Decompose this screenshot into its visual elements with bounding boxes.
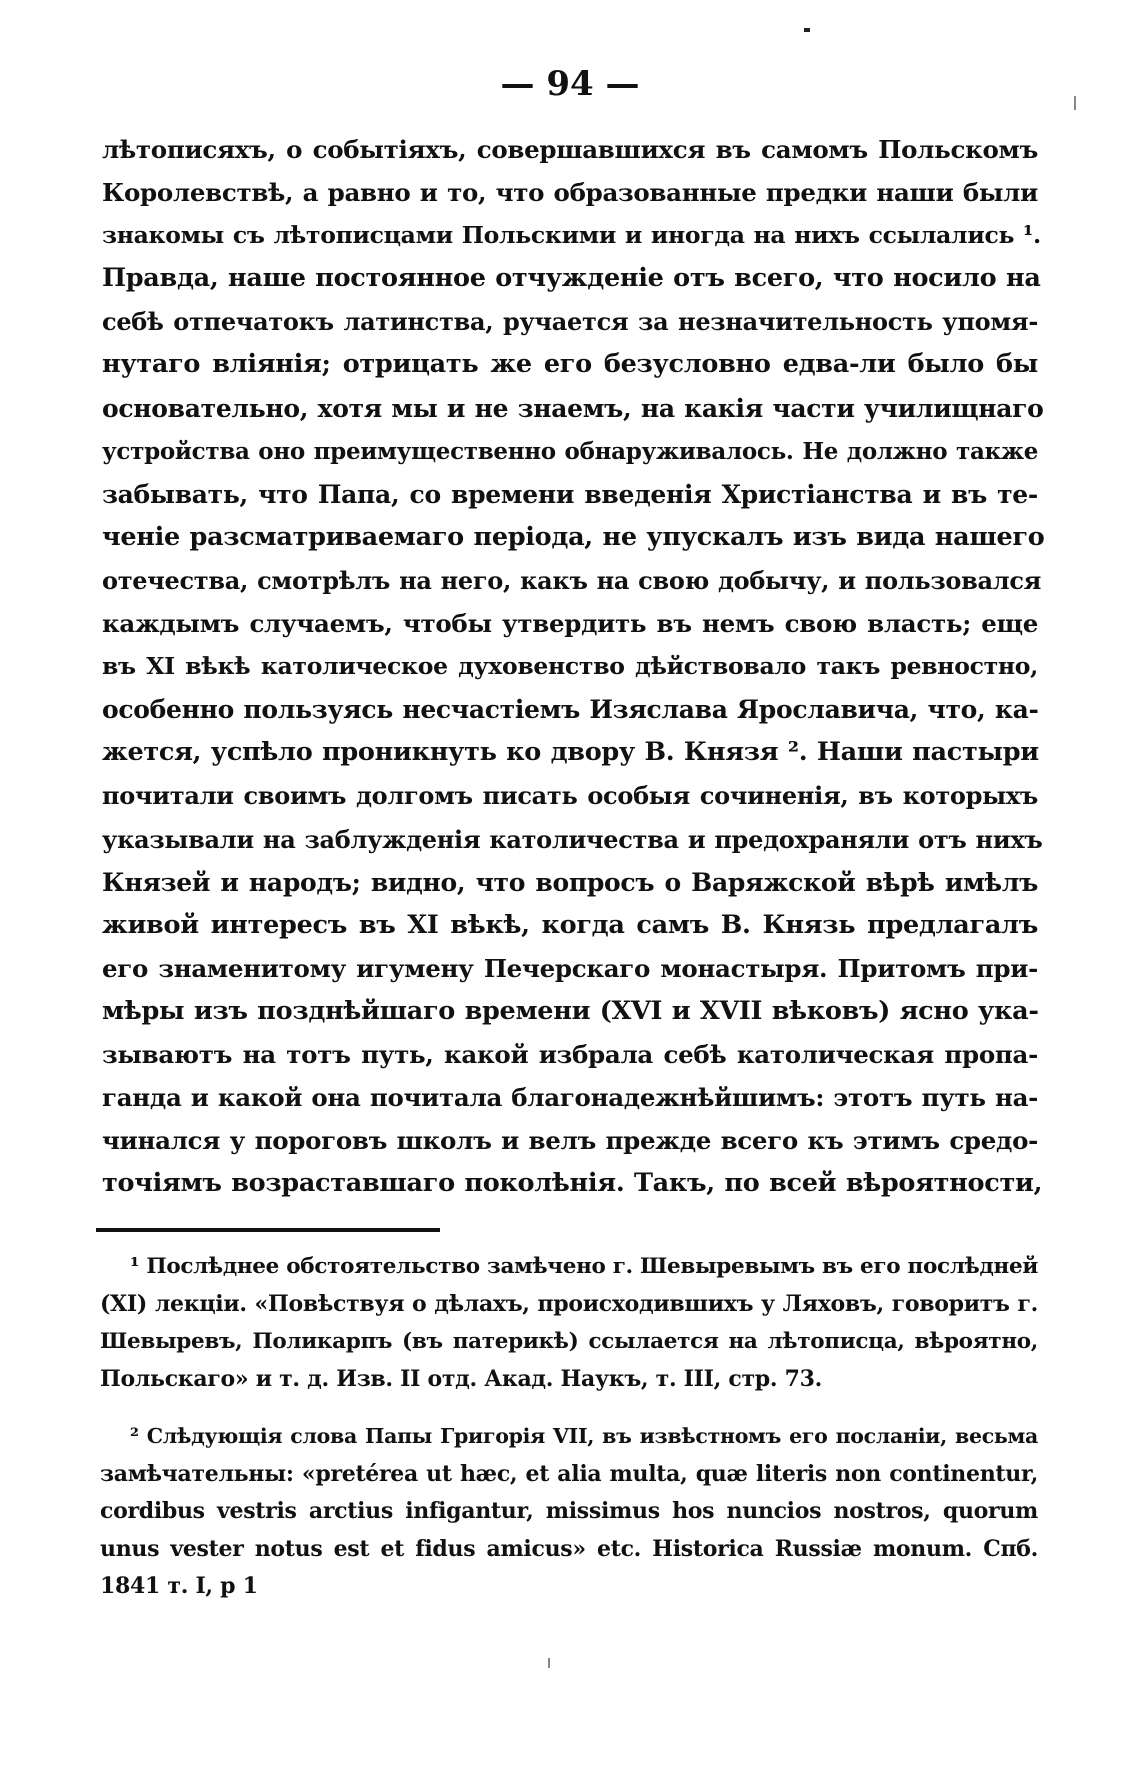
- body-line: Князей и народъ; видно, что вопросъ о Варяжской вѣрѣ имѣлъ: [102, 867, 1038, 897]
- body-line: почитали своимъ долгомъ писать особыя сочиненія, въ которыхъ: [102, 781, 1038, 811]
- body-line: забывать, что Папа, со времени введенія Христіанства и въ те-: [102, 479, 1038, 509]
- footnotes: [100, 1248, 1038, 1606]
- footnote-1: [100, 1248, 1038, 1398]
- body-line: мѣры изъ позднѣйшаго времени (XVI и XVII вѣковъ) ясно ука-: [102, 995, 1039, 1026]
- body-line: живой интересъ въ XI вѣкѣ, когда самъ В. Князь предлагалъ: [102, 909, 1038, 940]
- body-line: основательно, хотя мы и не знаемъ, на какія части училищнаго: [102, 393, 1044, 423]
- footnote-separator: [96, 1228, 440, 1232]
- body-text: [102, 128, 1045, 1205]
- page-number: — 94 —: [500, 64, 640, 104]
- body-line: жется, успѣло проникнуть ко двору В. Князя ². Наши пастыри: [102, 737, 1039, 768]
- footnote-2: [100, 1418, 1038, 1606]
- body-line: отечества, смотрѣлъ на него, какъ на свою добычу, и пользовался: [102, 565, 1042, 595]
- body-line: устройства оно преимущественно обнаруживалось. Не должно также: [102, 437, 1039, 465]
- body-line: Королевствѣ, а равно и то, что образованные предки наши были: [102, 178, 1038, 208]
- body-line: ганда и какой она почитала благонадежнѣйшимъ: этотъ путь на-: [102, 1083, 1039, 1113]
- footnote-line: ² Слѣдующія слова Папы Григорія VII, въ извѣстномъ его посланіи, весьма: [130, 1424, 1038, 1448]
- body-line: его знаменитому игумену Печерскаго монастыря. Притомъ при-: [102, 953, 1038, 983]
- footnote-line: замѣчательны: «pretérea ut hæc, et alia multa, quæ literis non continentur,: [100, 1460, 1038, 1487]
- footnote-line: cordibus vestris arctius infigantur, missimus hos nuncios nostros, quorum: [100, 1498, 1038, 1524]
- body-line: лѣтописяхъ, о событіяхъ, совершавшихся въ самомъ Польскомъ: [102, 135, 1038, 164]
- footnote-line: unus vester notus est et fidus amicus» etc. Historica Russiæ monum. Спб.: [100, 1535, 1038, 1562]
- body-line: точіямъ возраставшаго поколѣнія. Такъ, по всей вѣроятности,: [102, 1168, 1043, 1199]
- body-line: каждымъ случаемъ, чтобы утвердить въ немъ свою власть; еще: [102, 609, 1038, 639]
- footnote-line: Польскаго» и т. д. Изв. II отд. Акад. Наукъ, т. III, стр. 73.: [100, 1365, 822, 1392]
- footnote-line: (XI) лекціи. «Повѣствуя о дѣлахъ, происходившихъ у Ляховъ, говоритъ г.: [100, 1290, 1038, 1317]
- body-line: себѣ отпечатокъ латинства, ручается за незначительность упомя-: [102, 307, 1038, 337]
- body-line: въ XI вѣкѣ католическое духовенство дѣйствовало такъ ревностно,: [102, 652, 1038, 681]
- print-speck: [804, 28, 810, 32]
- body-line: нутаго вліянія; отрицать же его безусловно едва-ли было бы: [102, 349, 1038, 380]
- footnote-line: ¹ Послѣднее обстоятельство замѣчено г. Шевыревымъ въ его послѣдней: [130, 1254, 1038, 1279]
- body-line: указывали на заблужденія католичества и предохраняли отъ нихъ: [102, 824, 1043, 854]
- body-line: ченіе разсматриваемаго періода, не упускалъ изъ вида нашего: [102, 521, 1045, 552]
- body-line: Правда, наше постоянное отчужденіе отъ всего, что носило на: [102, 263, 1041, 294]
- body-line: зываютъ на тотъ путь, какой избрала себѣ католическая пропа-: [102, 1039, 1038, 1069]
- print-speck: [548, 1658, 550, 1668]
- body-line: знакомы съ лѣтописцами Польскими и иногда на нихъ ссылались ¹.: [102, 221, 1041, 250]
- body-line: чинался у пороговъ школъ и велъ прежде всего къ этимъ средо-: [102, 1126, 1038, 1156]
- body-line: особенно пользуясь несчастіемъ Изяслава Ярославича, что, ка-: [102, 695, 1039, 725]
- footnote-line: Шевыревъ, Поликарпъ (въ патерикѣ) ссылается на лѣтописца, вѣроятно,: [100, 1329, 1038, 1354]
- footnote-line: 1841 т. I, p 1: [100, 1573, 258, 1599]
